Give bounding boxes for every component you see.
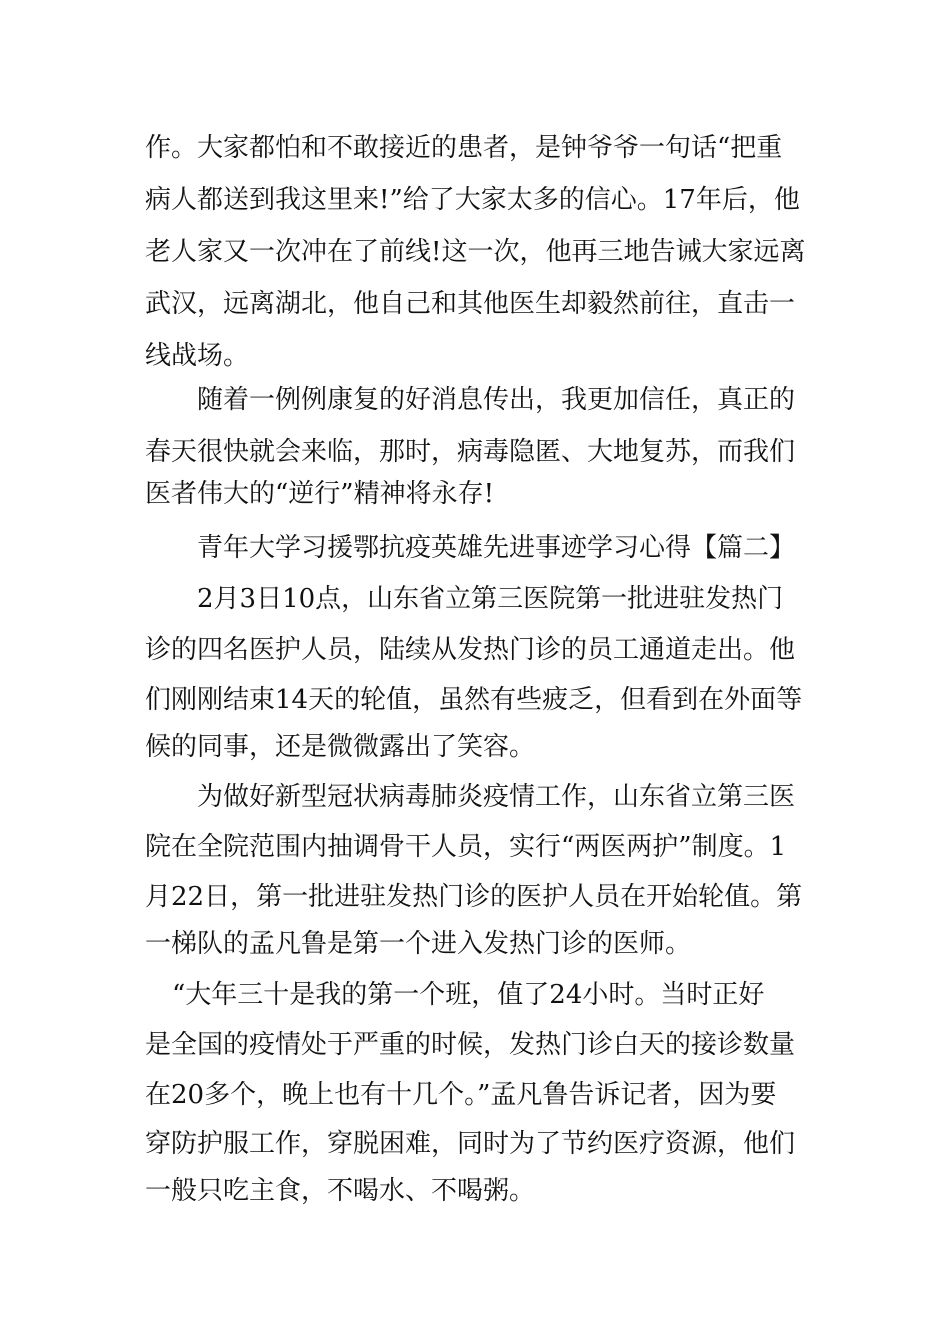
paragraph-first-line: 随着一例例康复的好消息传出，我更加信任，真正的 [197,385,796,415]
text-line: 一梯队的孟凡鲁是第一个进入发热门诊的医师。 [145,929,692,959]
text-line: 作。大家都怕和不敢接近的患者，是钟爷爷一句话“把重 [145,133,783,163]
text-line: 线战场。 [145,341,250,371]
text-line: 候的同事，还是微微露出了笑容。 [145,732,536,762]
text-line: 是全国的疫情处于严重的时候，发热门诊白天的接诊数量 [145,1030,796,1060]
paragraph-first-line: 2月3日10点，山东省立第三医院第一批进驻发热门 [197,584,784,614]
text-line: 医者伟大的“逆行”精神将永存! [145,479,495,509]
text-line: 老人家又一次冲在了前线!这一次，他再三地告诫大家远离 [145,237,806,267]
text-line: 一般只吃主食，不喝水、不喝粥。 [145,1176,536,1206]
text-line: 病人都送到我这里来!”给了大家太多的信心。17年后，他 [145,185,800,215]
text-line: 们刚刚结束14天的轮值，虽然有些疲乏，但看到在外面等 [145,685,803,715]
text-line: 春天很快就会来临，那时，病毒隐匿、大地复苏，而我们 [145,437,796,467]
text-line: 武汉，远离湖北，他自己和其他医生却毅然前往，直击一 [145,289,796,319]
paragraph-first-line: “大年三十是我的第一个班，值了24小时。当时正好 [172,980,765,1010]
section-heading: 青年大学习援鄂抗疫英雄先进事迹学习心得【篇二】 [197,533,796,563]
paragraph-first-line: 为做好新型冠状病毒肺炎疫情工作，山东省立第三医 [197,782,796,812]
text-line: 穿防护服工作，穿脱困难，同时为了节约医疗资源，他们 [145,1129,796,1159]
text-line: 院在全院范围内抽调骨干人员，实行“两医两护”制度。1 [145,832,787,862]
text-line: 在20多个，晚上也有十几个。”孟凡鲁告诉记者，因为要 [145,1080,777,1110]
text-line: 月22日，第一批进驻发热门诊的医护人员在开始轮值。第 [145,882,803,912]
text-line: 诊的四名医护人员，陆续从发热门诊的员工通道走出。他 [145,635,796,665]
